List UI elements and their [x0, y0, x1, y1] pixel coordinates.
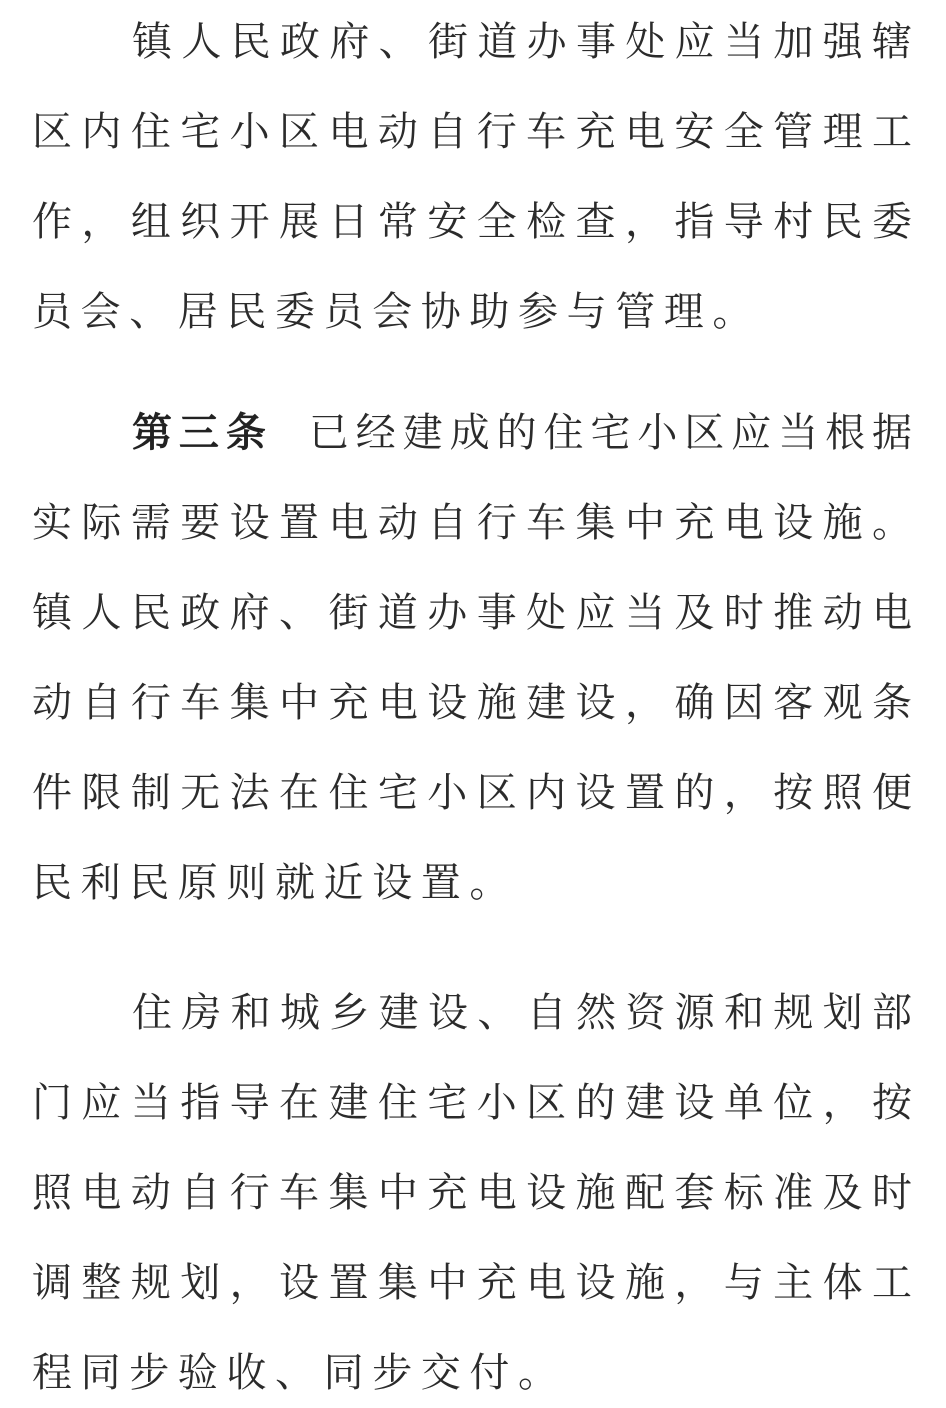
paragraph-2-line-1	[132, 403, 912, 463]
paragraph-2-line-5: 件限制无法在住宅小区内设置的，按照便	[32, 770, 912, 816]
article-heading: 第三条	[132, 410, 273, 456]
paragraph-3-line-4: 调整规划，设置集中充电设施，与主体工	[32, 1260, 912, 1306]
paragraph-3-line-2: 门应当指导在建住宅小区的建设单位，按	[32, 1080, 912, 1126]
paragraph-2-line-1-text: 已经建成的住宅小区应当根据	[308, 410, 912, 456]
paragraph-1-line-4: 员会、居民委员会协助参与管理。	[32, 289, 761, 335]
paragraph-2-line-4: 动自行车集中充电设施建设，确因客观条	[32, 680, 912, 726]
paragraph-2-line-6: 民利民原则就近设置。	[32, 860, 518, 906]
paragraph-2-line-2: 实际需要设置电动自行车集中充电设施。	[32, 500, 912, 546]
paragraph-3-line-3: 照电动自行车集中充电设施配套标准及时	[32, 1170, 912, 1216]
paragraph-1-line-2: 区内住宅小区电动自行车充电安全管理工	[32, 109, 912, 155]
paragraph-1-line-1: 镇人民政府、街道办事处应当加强辖	[132, 19, 912, 65]
paragraph-3-line-5: 程同步验收、同步交付。	[32, 1350, 567, 1396]
paragraph-1-line-3: 作，组织开展日常安全检查，指导村民委	[32, 199, 912, 245]
paragraph-3-line-1: 住房和城乡建设、自然资源和规划部	[132, 990, 912, 1036]
paragraph-2-line-3: 镇人民政府、街道办事处应当及时推动电	[32, 590, 912, 636]
